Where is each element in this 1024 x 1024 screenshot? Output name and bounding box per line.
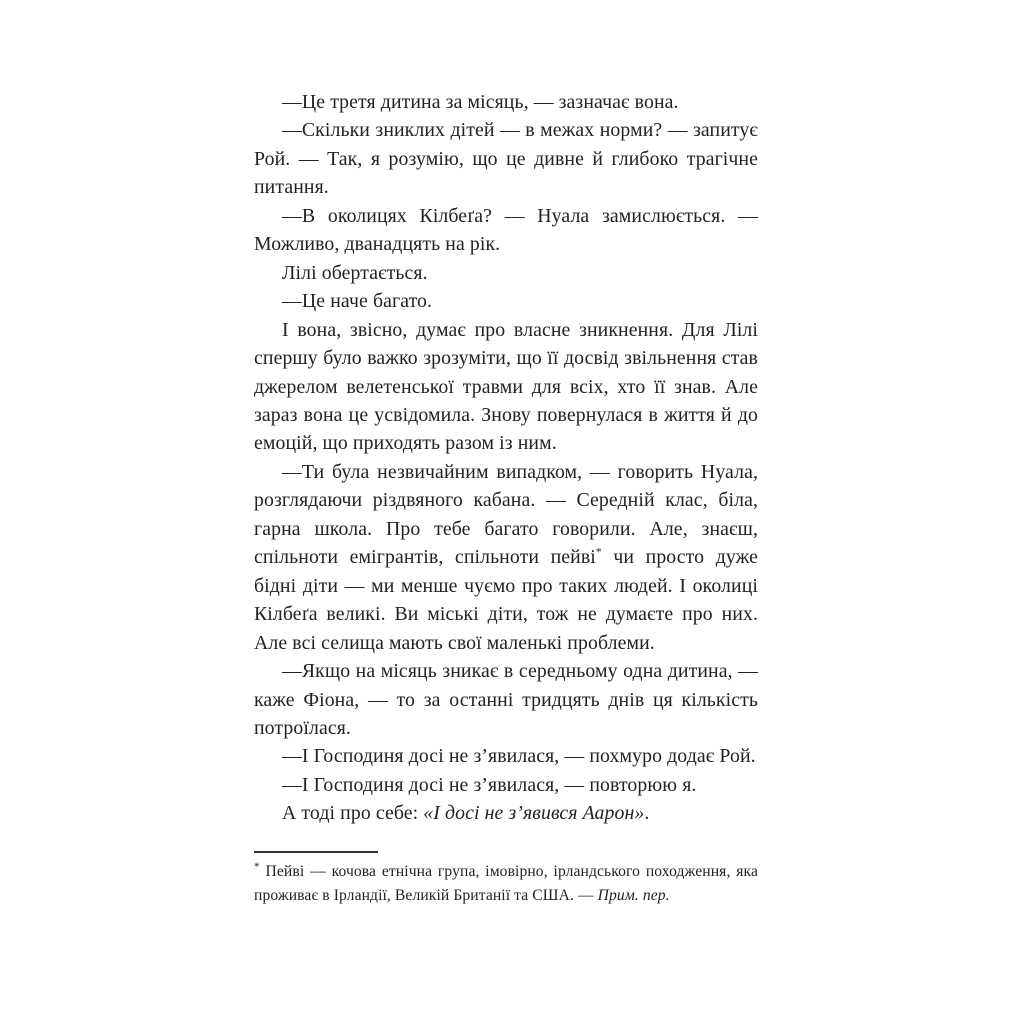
paragraph-text: І вона, звісно, думає про власне зникнення. Для Лілі спершу було важко зрозуміти, що її досвід звільнення став джерелом велетенської травми для всіх, хто її знав. Але зараз вона це усвідомила. Знову повернулася в життя й до емоцій, що приходять разом із ним.: [254, 318, 758, 455]
footnote: [254, 851, 758, 908]
paragraph-text: —Якщо на місяць зникає в середньому одна дитина, — каже Фіона, — то за останні тридцять днів ця кількість потроїлася.: [254, 660, 758, 739]
paragraph-text: чи просто дуже бідні діти — ми менше чуємо про таких людей. І околиці Кілбеґа великі. Ви міські діти, тож не думаєте про них. Але всі селища мають свої маленькі проблеми.: [254, 546, 758, 654]
paragraph: [254, 259, 758, 287]
paragraph: [254, 116, 758, 201]
footnote-marker: *: [595, 546, 602, 559]
paragraph-text: —І Господиня досі не з’явилася, — повторюю я.: [282, 773, 697, 796]
footnote-run-italic: Прим. пер.: [597, 887, 670, 904]
paragraph: [254, 287, 758, 315]
footnote-text: [254, 860, 758, 908]
paragraph-text: Лілі обертається.: [282, 261, 428, 284]
paragraph-text: —Ти була незвичайним випадком, — говорить Нуала, розглядаючи різдвяного кабана. — Середній клас, біла, гарна школа. Про тебе багато говорили. Але, знаєш, спільноти емігрантів, спільноти пейві: [254, 460, 758, 569]
paragraph: [254, 742, 758, 770]
footnote-run: Пейві — кочова етнічна група, імовірно, ірландського походження, яка проживає в Ірландії, Великій Британії та США. —: [254, 863, 758, 904]
footnote-divider: [254, 851, 378, 853]
paragraph: [254, 771, 758, 799]
paragraph-text: —Це третя дитина за місяць, — зазначає вона.: [282, 91, 679, 113]
paragraph: [254, 657, 758, 742]
paragraph: [254, 88, 758, 116]
page-text: [254, 88, 758, 828]
paragraph-text-italic: «І досі не з’явився Аарон»: [423, 802, 645, 825]
paragraph: [254, 202, 758, 259]
paragraph-text: —В околицях Кілбеґа? — Нуала замислюється. — Можливо, дванадцять на рік.: [254, 204, 758, 256]
paragraph: [254, 799, 758, 827]
paragraph-text: —Це наче багато.: [282, 290, 433, 313]
paragraph: [254, 458, 758, 657]
paragraph-text: .: [644, 802, 650, 825]
footnote-marker: *: [254, 860, 260, 873]
paragraph-text: А тоді про себе:: [282, 802, 424, 825]
paragraph-text: —І Господиня досі не з’явилася, — похмуро додає Рой.: [282, 745, 756, 768]
paragraph-text: —Скільки зниклих дітей — в межах норми? — запитує Рой. — Так, я розумію, що це дивне й глибоко трагічне питання.: [254, 119, 758, 199]
paragraph: [254, 316, 758, 458]
